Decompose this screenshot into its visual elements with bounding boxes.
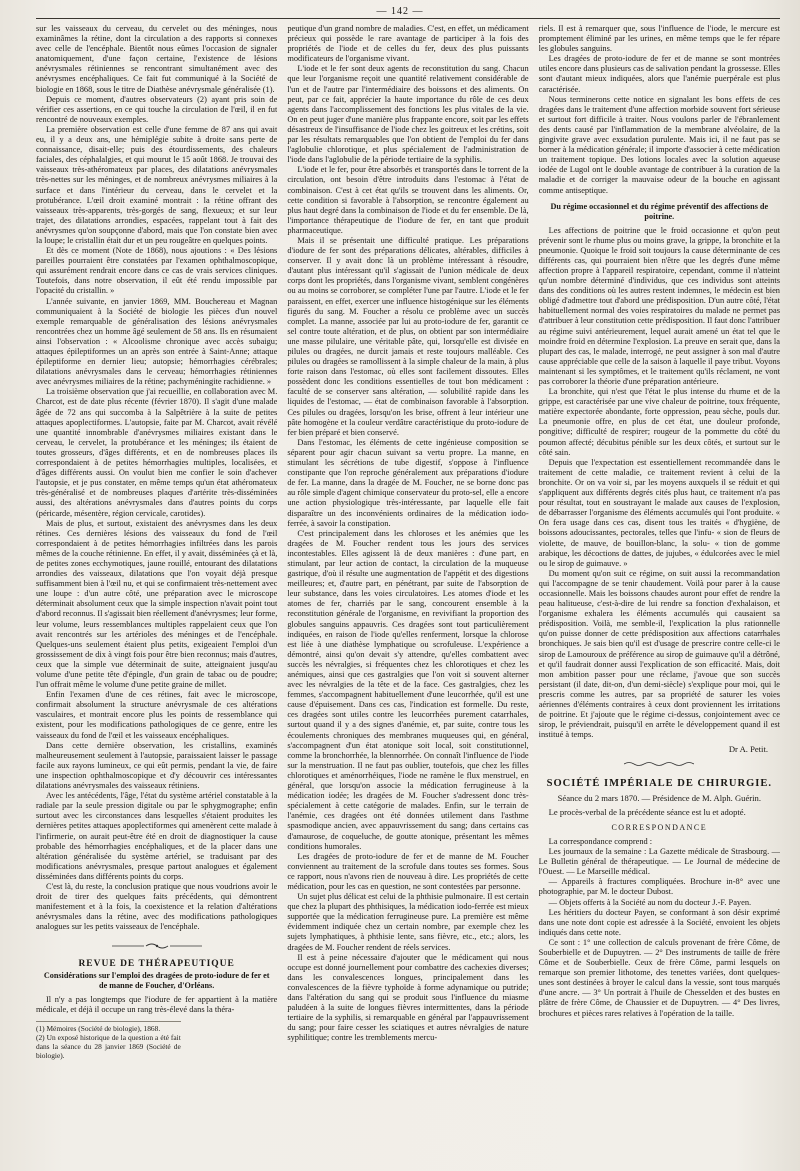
paragraph: Enfin l'examen d'une de ces rétines, fait avec le microscope, confirmait absolument la structure anévrysmale de ces altérations vasculaires, et montrait encore plus les points de ressemblance qui existent, pour les modifications pathologiques de ce genre, entre les vaisseaux du fond de l'œil et les vaisseaux encéphaliques. [36, 690, 278, 740]
footnotes [36, 1021, 181, 1060]
paragraph: L'année suivante, en janvier 1869, MM. Bouchereau et Magnan communiquaient à la Société de biologie les pièces d'un nouvel exemple remarquable de généralisation des lésions anévrysmales rencontrées chez un homme âgé seulement de 58 ans. Ils en résumaient ainsi l'observation : « Alcoolisme chronique avec accès subaigu; attaques épileptiformes un an après son entrée à Saint-Anne; attaque épileptiforme en dernier lieu; autopsie; hémorrhagies cérébrales; dilatations anévrysmales dans le cerveau; hémorrhagies rétiniennes avec anévrysmes miliaires de la rétine; pachyméningite rachidienne. » [36, 296, 278, 387]
paragraph: Nous terminerons cette notice en signalant les bons effets de ces dragées dans le traitement d'une affection morbide souvent fort sérieuse et surtout fort difficile à traiter. Nous voulons parler de l'ébranlement des dents causé par l'inflammation de la membrane alvéolaire, de la gingivite grave avec exsudation purulente. Mais ici, il ne faut pas se borner à la médication générale; il importe d'associer à cette médication un traitement topique. Des lotions locales avec la solution aqueuse iodée de Lugol ont le double avantage de contribuer à la curation de la maladie et de corriger la mauvaise odeur de la bouche en agissant comme antiseptique. [538, 94, 780, 195]
paragraph: Les dragées de proto-iodure de fer et de manne se sont montrées utiles encore dans plusieurs cas de salivation pendant la grossesse. Elles sont d'autant mieux indiquées, alors que l'anémie puerpérale est plus caractérisée. [538, 54, 780, 94]
paragraph: Depuis ce moment, d'autres observateurs (2) ayant pris soin de vérifier ces assertions, en ce qui touche la circulation de l'œil, il en fut rencontré de nouveaux exemples. [36, 94, 278, 124]
column-left [36, 24, 277, 1163]
paragraph: C'est principalement dans les chloroses et les anémies que les dragées de M. Foucher rendent tous les jours des services incontestables. Elles agissent là de deux manières : d'une part, en stimulant, par leur action de contact, la circulation de la muqueuse gastrique, d'où il résulte une augmentation de l'appétit et des digestions meilleures; et, d'autre part, en pénétrant, par suite de l'absorption de leur substance, dans les voies circulatoires. Les atomes d'iode et les atomes de fer, charriés par le sang, concourent ensemble à la reconstitution générale de l'organisme, en revivifiant la proportion des globules sanguins appauvris. Ces dragées sont tout particulièrement indiquées, en raison de l'iode qu'elles renferment, lorsque la chlorose est liée à une diathèse lymphatique ou scrofuleuse. L'expérience a démontré, ainsi qu'on devait s'y attendre, qu'elles combattent avec succès les névralgies, si fréquentes chez les chlorotiques et chez les anémiques, ainsi que ces gastralgies que l'on voit si souvent alterner avec les névralgies de la tête et de la face. Ces gastralgies, chez les femmes, s'accompagnent habituellement d'une leucorrhée, qu'il est une cause d'épuisement. Dans ces cas, l'indication est formelle. Du reste, ces dragées sont utiles contre les leucorrhées purement catarrhales, surtout quand il y a des signes d'anémie, et, par suite, contre tous les écoulements chroniques des membranes muqueuses qui, en général, s'accompagnent d'un état atonique soit local, soit constitutionnel, comme la bronchorrhée, la blennorrhée. On connaît l'influence de l'iode sur la menstruation. Il ne faut pas oublier, toutefois, que chez les filles chlorotiques et aménorrhéiques, l'iode ne ramène le flux menstruel, en général, que lorsqu'on associe la médication ferrugineuse à la médication iodée; les dragées de M. Foucher s'adressent donc très-spécialement à cette catégorie de malades. Enfin, sur le terrain de l'anémie, ces dragées ont été données utilement dans l'asthme spasmodique ancien, avec appauvrissement du sang; dans certains cas d'amaurose, de coqueluche, de goutte atonique, présentant les mêmes conditions humorales. [287, 528, 529, 851]
ornament-divider [539, 760, 780, 770]
paragraph: La bronchite, qui n'est que l'état le plus intense du rhume et de la grippe, est caractérisée par une vive chaleur de poitrine, toux fréquente, matière expectorée abondante, forte oppression, peau sèche, pouls dur. La pneumonie offre, en plus de cet état, une douleur profonde, pongitive; difficulté de respirer; rougeur de la pommette du côté du poumon affecté; décubitus pénible sur les deux côtés, et surtout sur le côté sain. [538, 387, 780, 457]
paragraph: — Appareils à fractures compliquées. Brochure in-8° avec une photographie, par M. le docteur Dubost. [538, 877, 780, 897]
header-rule [36, 18, 780, 19]
paragraph: Les journaux de la semaine : La Gazette médicale de Strasbourg. — Le Bulletin général de thérapeutique. — Le Journal de médecine de l'Ouest. — Le Marseille médical. [538, 847, 780, 877]
society-title: SOCIÉTÉ IMPÉRIALE DE CHIRURGIE. [546, 777, 772, 789]
three-column-body [36, 24, 780, 1163]
paragraph: peutique d'un grand nombre de maladies. C'est, en effet, un médicament précieux qui possède le rare avantage de participer à la fois des propriétés de l'iode et de celles du fer, deux des plus puissants modificateurs de l'organisme vivant. [287, 24, 529, 64]
footnote: (1) Mémoires (Société de biologie), 1868. [36, 1023, 161, 1033]
author-signature: Dr A. Petit. [728, 744, 768, 755]
paragraph: Du moment qu'on suit ce régime, on suit aussi la recommandation qui l'accompagne de se tenir chaudement. Voilà pour parer à la cause occasionnelle. Mais les boissons chaudes auront pour effet de rendre la peau halitueuse, c'est-à-dire de lui rendre sa fonction d'exhalaison, et l'organisme exhalera les éléments accumulés qui causaient sa prédisposition. Voilà, me semble-il, l'explication la plus rationnelle qu'on puisse donner de cette prédisposition aux affections catarrhales bronchiques. Je sais bien qu'il est d'usage de prescrire contre celle-ci le sirop de Lamouroux de préférence au sirop de guimauve qu'il a détrôné, et qu'il faudrait donner aussi l'explication de son efficacité. Mais, doit mon ambition passer pour une réclame, j'avoue que son succès persistant (il date, dit-on, d'un demi-siècle) s'explique pour moi, qui le prescris comme les autres, par sa propriété de saturer les voies aériennes d'éléments contraires à ceux dont proviennent les irritations de poitrine. Et j'ajoute que le régime ci-dessus, conjointement avec ce sirop, le préviendrait, puisqu'il en arrête le développement quand il est institué à temps. [538, 568, 780, 740]
paragraph: Il n'y a pas longtemps que l'iodure de fer appartient à la matière médicale, et déjà il occupe un rang très-élevé dans la théra- [36, 994, 278, 1014]
paragraph: sur les vaisseaux du cerveau, du cervelet ou des méninges, nous examinâmes la rétine, dont la circulation a des rapports si connexes avec celle de l'encéphale. Bientôt nous eûmes l'occasion de signaler anatomiquement, d'une façon certaine, l'existence de lésions anévrysmales rétiniennes se rencontrant simultanément avec des anévrysmes encéphaliques. Ce fait fut communiqué à la Société de biologie en 1868, sous le titre de Diathèse anévrysmale généralisée (1). [36, 24, 278, 94]
paragraph: La troisième observation que j'ai recueillie, en collaboration avec M. Charcot, est de date plus récente (février 1870). Il s'agit d'une malade âgée de 72 ans qui succomba à la Salpêtrière à la suite de petites attaques apoplectiformes. L'autopsie, faite par M. Charcot, avait révélé une quantité innombrable d'anévrysmes miliaires existant dans le cerveau, le cervelet, la protubérance et les méninges; ils étaient de toutes grosseurs, d'âges différents, et en de nombreuses places ils correspondaient à de petites hémorrhagies multiples, localisées, et d'âges différents aussi. On voulut bien me confier le soin d'achever l'autopsie, et je pus constater, en même temps qu'un état athéromateux très-généralisé et de nombreuses plaques d'artérite très-disséminées aussi, des altérations anévrysmales dans d'autres points du corps (péricarde, mésentère, région cervicale, carotides). [36, 387, 278, 518]
paragraph: Dans l'estomac, les éléments de cette ingénieuse composition se séparent pour agir chacun suivant sa vertu propre. La manne, en stimulant les sécrétions de tube digestif, s'oppose à l'influence constipante que l'on reproche généralement aux préparations d'iodure de fer. La manne, dans la dragée de M. Foucher, ne se borne donc pas au rôle simple d'agent chimique conservateur du proto-sel, elle a encore une action physiologique très-intéressante, par laquelle elle fait disparaître un des inconvénients ordinaires de la médication iodo-ferrée, à savoir la constipation. [287, 437, 529, 528]
paragraph: L'iode et le fer, pour être absorbés et transportés dans le torrent de la circulation, ont besoin d'être introduits dans l'estomac à l'état de combinaison. C'est à cet état qu'ils se trouvent dans les aliments. Or, cette condition si favorable à l'absorption, se rencontre également au plus haut degré dans la combinaison de l'iode et du fer ensemble. De là, l'importance thérapeutique de l'iodure de fer, en tant que produit pharmaceutique. [287, 165, 529, 235]
regime-subsection-title: Du régime occasionnel et du régime préventif des affections de poitrine. [550, 201, 769, 221]
revue-section-title: REVUE DE THÉRAPEUTIQUE [78, 958, 235, 969]
paragraph: C'est là, du reste, la conclusion pratique que nous voudrions avoir le droit de tirer des quelques faits précédents, qui démontrent manifestement et à la fois, la coexistence et la relation d'altérations anévrysmales dans la rétine, avec des modifications pathologiques analogues sur les petits vaisseaux de l'encéphale. [36, 881, 278, 932]
paragraph: — Objets offerts à la Société au nom du docteur J.-F. Payen. [548, 897, 752, 907]
paragraph: L'iode et le fer sont deux agents de reconstitution du sang. Chacun que leur l'organisme reçoit une quantité relativement considérable de l'un et de l'autre par l'intermédiaire des boissons et des aliments. On peut, par ce fait, apprécier la haute importance du rôle de ces deux agents dans l'accomplissement des fonctions les plus vitales de la vie. On en peut juger d'une manière plus frappante encore, soit par les effets désastreux de l'insuffisance de l'iode chez les goitreux et les crétins, soit par les résultats remarquables que l'on obtient de l'emploi du fer dans l'aglobulie chlorotique, et plus spécialement de l'administration de l'iode dans l'aglobulie de la période tertiaire de la syphilis. [287, 64, 529, 165]
wavy-rule-icon [624, 761, 694, 767]
paragraph: La correspondance comprend : [548, 836, 653, 846]
paragraph: Il est à peine nécessaire d'ajouter que le médicament qui nous occupe est donné journellement pour combattre des cachexies diverses; dans les convalescences longues, principalement dans les convalescences de la fièvre typhoïde à forme adynamique ou putride; dans l'altération du sang qui se produit sous l'influence du miasme paludéen à la suite de longues fièvres intermittentes, dans la période tertiaire de la syphilis, si remarquable en général par l'appauvrissement du sang; pour faire cesser les sciatiques et autres névralgies de nature syphilitique; contre les tremblements mercu- [287, 952, 529, 1043]
paragraph: La première observation est celle d'une femme de 87 ans qui avait eu, il y a deux ans, une hémiplégie subite à droite sans perte de connaissance, disait-elle; puis des étourdissements, des chaleurs faciales, des céphalalgies, et qui mourut le 15 août 1868. Je trouvai des vaisseaux très-athéromateux par places, des dilatations anévrysmales très-nettes sur les méninges, et de nombreux anévrysmes miliaires à la surface et dans l'intérieur du cerveau, dans le cervelet et la protubérance. L'œil droit examiné montrait : la rétine offrant des vaisseaux très-apparents, très-gorgés de sang, flexueux; et sur leur trajet, des dilatations arrondies, espacées, rappelant tout à fait des anévrysmes qu'on soupçonne d'abord, mais que l'on constate bien avec la loupe; le cristallin était dur et un peu rougeâtre en quelques points. [36, 124, 278, 245]
paragraph: riels. Il est à remarquer que, sous l'influence de l'iode, le mercure est promptement éliminé par les urines, en même temps que le fer répare les globules sanguins. [538, 24, 780, 54]
paragraph: Mais de plus, et surtout, existaient des anévrysmes dans les deux rétines. Ces dernières lésions des vaisseaux du fond de l'œil correspondaient à de petites hémorrhagies infiltrées dans les parois mêmes de la couche rétinienne. En effet, il y avait, disséminées çà et là, de petites zones ecchymotiques, jaune rouillé, entourant des dilatations arrondies des vaisseaux, dilatations que l'on voyait déjà presque suffisamment bien à l'œil nu, et qui se confirmaient très-nettement avec une loupe : d'un autre côté, une préparation avec le microscope déterminait absolument ceux que la simple inspection n'avait point tout d'abord reconnus. Il s'agissait bien réellement d'anévrysmes; leur forme, leur volume, leurs ressemblances multiples rappelaient ceux que l'on avait rencontrés sur les artérioles des méninges et de l'encéphale. Quelques-uns seulement étaient plus petits, exigeaient l'emploi d'un grossissement de dix à vingt fois pour être bien reconnus; mais d'autres, ceux que la simple vue déterminait de suite, atteignaient jusqu'au volume d'une petite tête d'épingle, d'un grain de tabac ou de poudre; l'un offrait même le volume d'une petite graine de millet. [36, 518, 278, 690]
paragraph: Un sujet plus délicat est celui de la phthisie pulmonaire. Il est certain que chez la plupart des phthisiques, la médication iodo-ferrée est mieux supportée que la médication ferrugineuse pure. La première est même évidemment indiquée chez un certain nombre, par exemple chez les sujets lymphatiques, à phthisie lente, sans fièvre, etc., etc.; alors, les dragées de M. Foucher rendent de réels services. [287, 892, 529, 952]
paragraph: Depuis que l'expectation est essentiellement recommandée dans le traitement de cette maladie, ce traitement revient à celui de la bronchite. Or on va voir si, par les moyens auxquels il se réduit et qui s'appliquent aux différents degrés cités plus haut, ce traitement n'a pas pour résultat, tout en soustrayant le malade aux causes de l'explosion, de débarrasser l'organisme des éléments accumulés qui l'ont produite. « On fera usage dans ces cas, disent tous les traités « d'hygiène, de boissons adoucissantes, pectorales, telles que l'infu- « sion de fleurs de violette, de mauve, de bouillon-blanc, la solu- « tion de gomme arabique, les décoctions de dattes, de jujubes, « édulcorées avec le miel ou le sirop de guimauve. » [538, 457, 780, 568]
footnote: (2) Un exposé historique de la question a été fait dans la séance du 28 janvier 1869 (Société de biologie). [36, 1032, 181, 1060]
paragraph: Les héritiers du docteur Payen, se conformant à son désir exprimé dans une note dont copie est adressée à la Société, envoient les objets indiqués dans cette note. [538, 907, 780, 937]
ornament-divider [36, 942, 277, 952]
column-middle [287, 24, 528, 1163]
revue-section-subtitle: Considérations sur l'emploi des dragées de proto-iodure de fer et de manne de Foucher, d'Orléans. [43, 970, 270, 990]
paragraph: Et dès ce moment (Note de 1868), nous ajoutions : « Des lésions pareilles pourraient être constatées par l'examen ophthalmoscopique, qui assurément rendrait encore dans ce cas de vrais services cliniques. Toutefois, dans notre observation, il eût été rendu impossible par l'opacité du cristallin. » [36, 246, 278, 296]
paragraph: Les dragées de proto-iodure de fer et de manne de M. Foucher conviennent au traitement de la scrofule dans toutes ses formes. Sous ce rapport, nous n'avons rien de nouveau à dire. Les propriétés de cette médication, pour les cas en question, ne sont contestées par personne. [287, 851, 529, 891]
correspondence-heading: CORRESPONDANCE [611, 822, 708, 832]
session-line: Séance du 2 mars 1870. — Présidence de M. Alph. Guérin. [557, 792, 761, 803]
minutes-line: Le procès-verbal de la précédente séance est lu et adopté. [548, 806, 746, 817]
paragraph: Mais il se présentait une difficulté pratique. Les préparations d'iodure de fer sont des préparations délicates, altérables, difficiles à conserver. Il y avait donc là un problème intéressant à résoudre, d'autant plus intéressant qu'il s'agissait de l'union médicale de deux corps dont les propriétés, dans l'organisme vivant, semblent congénères ou au moins se corroborer, se compléter l'une par l'autre. L'iode et le fer paraissent, en effet, exercer une influence histogénique sur les éléments figurés du sang. M. Foucher a résolu ce problème avec un succès complet. La manne, associée par lui au proto-iodure de fer, garantit ce sel contre toute altération, et de plus, on obtient par son intermédiaire une masse pilulaire, une véritable pâte, qui, lorsqu'elle est divisée en pilules ou dragées, ne durcit jamais et reste toujours malléable. Ces pilules ou dragées se ramollissent à la simple chaleur de la main, à plus forte raison dans l'estomac, où elles sont facilement dissoutes. Elles possèdent donc les conditions essentielles de tout bon médicament : faculté de se conserver sans altération, — solubilité rapide dans les liquides de l'estomac, — état de combinaison favorable à l'absorption. Ces pilules ou dragées, lorsqu'on les brise, offrent à leur intérieur une pâte homogène et la couleur verdâtre caractéristique du proto-iodure de fer bien préparé et bien conservé. [287, 235, 529, 437]
paragraph: Avec les antécédents, l'âge, l'état du système artériel constatable à la radiale par la seule pression digitale ou par le sphygmographe; enfin surtout avec les circonstances dans lesquelles s'étaient produites les dernières petites attaques apoplectiformes qui amenèrent cette malade à l'infirmerie, on aurait peut-être été en droit de diagnostiquer la cause probable des hémorrhagies encéphaliques, et de la placer dans une altération généralisée du système artériel, se traduisant par des modifications anévrysmales, presque partout analogues et également disséminées dans différents points du corps. [36, 791, 278, 881]
paragraph: Dans cette dernière observation, les cristallins, examinés malheureusement seulement à l'autopsie, paraissaient laisser le passage facile aux rayons lumineux, ce qui eût permis, pendant la vie, de faire une inspection ophthalmoscopique et d'y découvrir ces intéressantes dilatations anévrysmales des vaisseaux rétiniens. [36, 740, 278, 791]
ornament-icon [112, 942, 202, 950]
column-right [539, 24, 780, 1163]
paragraph: Les affections de poitrine que le froid occasionne et qu'on peut prévenir sont le rhume plus ou moins grave, la grippe, la bronchite et la pneumonie. Quoique le froid soit toujours la cause déterminante de ces différents cas, qui pourraient bien n'être que les degrés d'une même affection propre à l'appareil respiratoire, cependant, comme il n'atteint qu'un nombre déterminé d'individus, que ces individus sont atteints dans des conditions où les autres restent indemnes, le médecin est bien obligé d'admettre tout d'abord une prédisposition. D'un autre côté, l'état habituellement normal des voies respiratoires du malade ne permet pas d'attribuer à leur constitution cette prédisposition. Il faut donc l'attribuer au régime suivi antérieurement, lequel aurait amené un état tel que le moindre froid en détermine l'explosion. La preuve en serait que, dans la plupart des cas, le malade, interrogé, ne peut assigner à son mal d'autre cause appréciable que celle de la saison à laquelle il paye tribut. Voyons maintenant si les symptômes, et le traitement qu'ils réclament, ne vont pas corroborer la théorie d'une préparation antérieure. [538, 225, 780, 386]
page-number: — 142 — [376, 6, 424, 17]
paragraph: Ce sont : 1° une collection de calculs provenant de frère Côme, de Souberbielle et de Dupuytren. — 2° Des instruments de taille de frère Côme et de Souberbielle. Ceux de frère Côme, parmi lesquels on remarque son premier lithotome, des tenettes variées, dont quelques-unes sont destinées à broyer le calcul dans la vessie, sont tous marqués d'une ancre. — 3° Un portrait à l'huile de Chesselden et des bustes en plâtre de frère Côme, de Chaussier et de Dupuytren. — 4° Des livres, brochures et pièces rares relatives à l'opération de la taille. [538, 937, 780, 1018]
